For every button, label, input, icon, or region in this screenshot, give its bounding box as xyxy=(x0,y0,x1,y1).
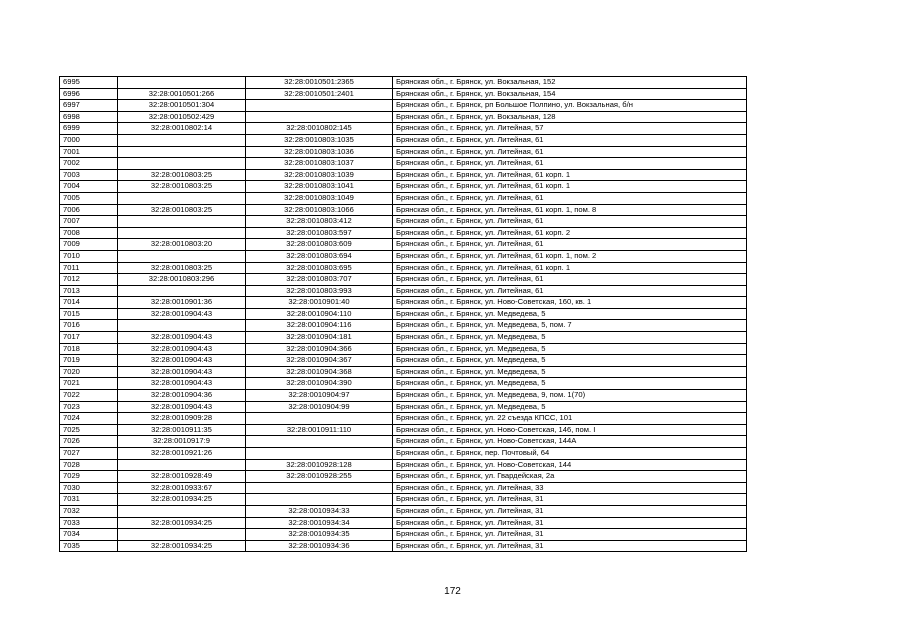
address-cell: Брянская обл., г. Брянск, ул. Литейная, 61 xyxy=(393,216,747,228)
address-cell: Брянская обл., г. Брянск, ул. Литейная, 61 xyxy=(393,274,747,286)
address-cell: Брянская обл., г. Брянск, ул. Литейная, 61 корп. 1, пом. 2 xyxy=(393,250,747,262)
address-cell: Брянская обл., г. Брянск, ул. Литейная, 61 корп. 1, пом. 8 xyxy=(393,204,747,216)
row-number-cell: 7004 xyxy=(60,181,118,193)
row-number-cell: 7034 xyxy=(60,529,118,541)
table-row xyxy=(60,274,747,286)
land-cadastral-number-cell xyxy=(118,459,246,471)
table-row xyxy=(60,471,747,483)
table-row xyxy=(60,262,747,274)
land-cadastral-number-cell xyxy=(118,285,246,297)
address-cell: Брянская обл., г. Брянск, ул. Литейная, 61 xyxy=(393,285,747,297)
address-cell: Брянская обл., г. Брянск, ул. Медведева, 5 xyxy=(393,343,747,355)
object-cadastral-number-cell: 32:28:0010904:110 xyxy=(246,308,393,320)
table-row xyxy=(60,540,747,552)
table-row xyxy=(60,88,747,100)
object-cadastral-number-cell: 32:28:0010904:181 xyxy=(246,332,393,344)
land-cadastral-number-cell xyxy=(118,227,246,239)
table-row xyxy=(60,192,747,204)
land-cadastral-number-cell xyxy=(118,192,246,204)
row-number-cell: 7025 xyxy=(60,424,118,436)
table-row xyxy=(60,366,747,378)
land-cadastral-number-cell: 32:28:0010904:43 xyxy=(118,355,246,367)
address-cell: Брянская обл., г. Брянск, ул. Литейная, 61 xyxy=(393,239,747,251)
address-cell: Брянская обл., г. Брянск, ул. Литейная, 31 xyxy=(393,494,747,506)
address-cell: Брянская обл., г. Брянск, ул. Медведева, 5, пом. 7 xyxy=(393,320,747,332)
land-cadastral-number-cell: 32:28:0010802:14 xyxy=(118,123,246,135)
table-row xyxy=(60,448,747,460)
table-row xyxy=(60,459,747,471)
row-number-cell: 6999 xyxy=(60,123,118,135)
row-number-cell: 6996 xyxy=(60,88,118,100)
land-cadastral-number-cell: 32:28:0010917:9 xyxy=(118,436,246,448)
object-cadastral-number-cell: 32:28:0010928:128 xyxy=(246,459,393,471)
row-number-cell: 7024 xyxy=(60,413,118,425)
address-cell: Брянская обл., г. Брянск, ул. Медведева, 5 xyxy=(393,332,747,344)
land-cadastral-number-cell: 32:28:0010928:49 xyxy=(118,471,246,483)
land-cadastral-number-cell xyxy=(118,250,246,262)
table-row xyxy=(60,111,747,123)
row-number-cell: 7028 xyxy=(60,459,118,471)
table-row xyxy=(60,390,747,402)
land-cadastral-number-cell xyxy=(118,320,246,332)
object-cadastral-number-cell: 32:28:0010803:1066 xyxy=(246,204,393,216)
object-cadastral-number-cell: 32:28:0010803:412 xyxy=(246,216,393,228)
table-row xyxy=(60,250,747,262)
row-number-cell: 7005 xyxy=(60,192,118,204)
row-number-cell: 7022 xyxy=(60,390,118,402)
address-cell: Брянская обл., г. Брянск, ул. Литейная, 31 xyxy=(393,505,747,517)
land-cadastral-number-cell: 32:28:0010803:25 xyxy=(118,204,246,216)
address-cell: Брянская обл., г. Брянск, ул. Литейная, 31 xyxy=(393,540,747,552)
table-row xyxy=(60,100,747,112)
table-row xyxy=(60,181,747,193)
row-number-cell: 7015 xyxy=(60,308,118,320)
table-row xyxy=(60,227,747,239)
object-cadastral-number-cell: 32:28:0010803:993 xyxy=(246,285,393,297)
row-number-cell: 7029 xyxy=(60,471,118,483)
object-cadastral-number-cell: 32:28:0010803:695 xyxy=(246,262,393,274)
land-cadastral-number-cell: 32:28:0010921:26 xyxy=(118,448,246,460)
row-number-cell: 7033 xyxy=(60,517,118,529)
row-number-cell: 7006 xyxy=(60,204,118,216)
object-cadastral-number-cell: 32:28:0010904:366 xyxy=(246,343,393,355)
table-row xyxy=(60,343,747,355)
table-row xyxy=(60,146,747,158)
object-cadastral-number-cell xyxy=(246,482,393,494)
row-number-cell: 7032 xyxy=(60,505,118,517)
row-number-cell: 7027 xyxy=(60,448,118,460)
row-number-cell: 7023 xyxy=(60,401,118,413)
address-cell: Брянская обл., г. Брянск, ул. Литейная, 61 корп. 1 xyxy=(393,181,747,193)
address-cell: Брянская обл., г. Брянск, ул. Гвардейская, 2а xyxy=(393,471,747,483)
table-row xyxy=(60,123,747,135)
table-row xyxy=(60,320,747,332)
row-number-cell: 7020 xyxy=(60,366,118,378)
table-row xyxy=(60,355,747,367)
object-cadastral-number-cell: 32:28:0010904:99 xyxy=(246,401,393,413)
property-registry-table xyxy=(59,76,747,552)
row-number-cell: 7012 xyxy=(60,274,118,286)
address-cell: Брянская обл., г. Брянск, ул. Вокзальная, 154 xyxy=(393,88,747,100)
object-cadastral-number-cell: 32:28:0010803:707 xyxy=(246,274,393,286)
object-cadastral-number-cell: 32:28:0010904:367 xyxy=(246,355,393,367)
object-cadastral-number-cell: 32:28:0010904:368 xyxy=(246,366,393,378)
table-row xyxy=(60,505,747,517)
object-cadastral-number-cell: 32:28:0010803:1039 xyxy=(246,169,393,181)
table-row xyxy=(60,204,747,216)
address-cell: Брянская обл., г. Брянск, ул. Литейная, 33 xyxy=(393,482,747,494)
land-cadastral-number-cell xyxy=(118,146,246,158)
row-number-cell: 7013 xyxy=(60,285,118,297)
row-number-cell: 7000 xyxy=(60,134,118,146)
object-cadastral-number-cell: 32:28:0010501:2365 xyxy=(246,77,393,89)
address-cell: Брянская обл., г. Брянск, ул. Литейная, 61 xyxy=(393,134,747,146)
land-cadastral-number-cell: 32:28:0010803:25 xyxy=(118,181,246,193)
object-cadastral-number-cell: 32:28:0010911:110 xyxy=(246,424,393,436)
object-cadastral-number-cell: 32:28:0010934:34 xyxy=(246,517,393,529)
object-cadastral-number-cell: 32:28:0010901:40 xyxy=(246,297,393,309)
table-row xyxy=(60,436,747,448)
row-number-cell: 6998 xyxy=(60,111,118,123)
table-row xyxy=(60,517,747,529)
row-number-cell: 7019 xyxy=(60,355,118,367)
table-row xyxy=(60,413,747,425)
object-cadastral-number-cell: 32:28:0010928:255 xyxy=(246,471,393,483)
table-row xyxy=(60,529,747,541)
land-cadastral-number-cell: 32:28:0010803:296 xyxy=(118,274,246,286)
object-cadastral-number-cell: 32:28:0010904:116 xyxy=(246,320,393,332)
address-cell: Брянская обл., г. Брянск, пер. Почтовый, 64 xyxy=(393,448,747,460)
land-cadastral-number-cell: 32:28:0010904:43 xyxy=(118,332,246,344)
table-row xyxy=(60,297,747,309)
address-cell: Брянская обл., г. Брянск, ул. Ново-Советская, 144А xyxy=(393,436,747,448)
row-number-cell: 7030 xyxy=(60,482,118,494)
table-row xyxy=(60,216,747,228)
table-row xyxy=(60,285,747,297)
land-cadastral-number-cell xyxy=(118,158,246,170)
row-number-cell: 7011 xyxy=(60,262,118,274)
object-cadastral-number-cell: 32:28:0010934:35 xyxy=(246,529,393,541)
address-cell: Брянская обл., г. Брянск, ул. Литейная, 61 xyxy=(393,146,747,158)
land-cadastral-number-cell xyxy=(118,505,246,517)
row-number-cell: 7026 xyxy=(60,436,118,448)
land-cadastral-number-cell xyxy=(118,77,246,89)
land-cadastral-number-cell: 32:28:0010911:35 xyxy=(118,424,246,436)
table-body xyxy=(60,77,747,552)
row-number-cell: 7017 xyxy=(60,332,118,344)
land-cadastral-number-cell: 32:28:0010904:43 xyxy=(118,343,246,355)
land-cadastral-number-cell: 32:28:0010909:28 xyxy=(118,413,246,425)
address-cell: Брянская обл., г. Брянск, ул. Литейная, 61 корп. 1 xyxy=(393,262,747,274)
table-row xyxy=(60,169,747,181)
row-number-cell: 7002 xyxy=(60,158,118,170)
address-cell: Брянская обл., г. Брянск, ул. Вокзальная, 152 xyxy=(393,77,747,89)
land-cadastral-number-cell: 32:28:0010803:25 xyxy=(118,262,246,274)
land-cadastral-number-cell: 32:28:0010934:25 xyxy=(118,540,246,552)
table-row xyxy=(60,158,747,170)
land-cadastral-number-cell: 32:28:0010803:20 xyxy=(118,239,246,251)
row-number-cell: 7016 xyxy=(60,320,118,332)
object-cadastral-number-cell: 32:28:0010803:694 xyxy=(246,250,393,262)
table-row xyxy=(60,482,747,494)
table-row xyxy=(60,77,747,89)
object-cadastral-number-cell xyxy=(246,494,393,506)
land-cadastral-number-cell: 32:28:0010904:43 xyxy=(118,401,246,413)
object-cadastral-number-cell: 32:28:0010934:33 xyxy=(246,505,393,517)
object-cadastral-number-cell: 32:28:0010803:1037 xyxy=(246,158,393,170)
object-cadastral-number-cell xyxy=(246,111,393,123)
object-cadastral-number-cell: 32:28:0010803:1041 xyxy=(246,181,393,193)
object-cadastral-number-cell xyxy=(246,436,393,448)
row-number-cell: 7021 xyxy=(60,378,118,390)
object-cadastral-number-cell xyxy=(246,413,393,425)
object-cadastral-number-cell: 32:28:0010934:36 xyxy=(246,540,393,552)
object-cadastral-number-cell: 32:28:0010802:145 xyxy=(246,123,393,135)
address-cell: Брянская обл., г. Брянск, ул. Медведева, 5 xyxy=(393,355,747,367)
address-cell: Брянская обл., г. Брянск, ул. Литейная, 61 xyxy=(393,192,747,204)
row-number-cell: 7010 xyxy=(60,250,118,262)
land-cadastral-number-cell: 32:28:0010501:304 xyxy=(118,100,246,112)
address-cell: Брянская обл., г. Брянск, ул. Медведева, 5 xyxy=(393,401,747,413)
address-cell: Брянская обл., г. Брянск, ул. Медведева, 9, пом. 1(70) xyxy=(393,390,747,402)
row-number-cell: 7031 xyxy=(60,494,118,506)
land-cadastral-number-cell: 32:28:0010904:43 xyxy=(118,366,246,378)
address-cell: Брянская обл., г. Брянск, ул. Медведева, 5 xyxy=(393,308,747,320)
object-cadastral-number-cell: 32:28:0010803:1035 xyxy=(246,134,393,146)
row-number-cell: 7009 xyxy=(60,239,118,251)
table-row xyxy=(60,494,747,506)
address-cell: Брянская обл., г. Брянск, ул. Литейная, 61 корп. 2 xyxy=(393,227,747,239)
table-row xyxy=(60,424,747,436)
address-cell: Брянская обл., г. Брянск, ул. Медведева, 5 xyxy=(393,366,747,378)
table-row xyxy=(60,308,747,320)
land-cadastral-number-cell: 32:28:0010901:36 xyxy=(118,297,246,309)
land-cadastral-number-cell xyxy=(118,529,246,541)
object-cadastral-number-cell: 32:28:0010803:609 xyxy=(246,239,393,251)
row-number-cell: 6995 xyxy=(60,77,118,89)
row-number-cell: 7001 xyxy=(60,146,118,158)
row-number-cell: 7014 xyxy=(60,297,118,309)
address-cell: Брянская обл., г. Брянск, ул. Вокзальная, 128 xyxy=(393,111,747,123)
land-cadastral-number-cell: 32:28:0010803:25 xyxy=(118,169,246,181)
row-number-cell: 6997 xyxy=(60,100,118,112)
address-cell: Брянская обл., г. Брянск, ул. Литейная, 61 корп. 1 xyxy=(393,169,747,181)
address-cell: Брянская обл., г. Брянск, рп Большое Полпино, ул. Вокзальная, б/н xyxy=(393,100,747,112)
address-cell: Брянская обл., г. Брянск, ул. Литейная, 57 xyxy=(393,123,747,135)
object-cadastral-number-cell: 32:28:0010803:1036 xyxy=(246,146,393,158)
table-row xyxy=(60,134,747,146)
land-cadastral-number-cell: 32:28:0010501:266 xyxy=(118,88,246,100)
address-cell: Брянская обл., г. Брянск, ул. Ново-Советская, 160, кв. 1 xyxy=(393,297,747,309)
address-cell: Брянская обл., г. Брянск, ул. Ново-Советская, 146, пом. I xyxy=(393,424,747,436)
object-cadastral-number-cell: 32:28:0010904:390 xyxy=(246,378,393,390)
address-cell: Брянская обл., г. Брянск, ул. 22 съезда КПСС, 101 xyxy=(393,413,747,425)
page-number: 172 xyxy=(444,586,461,597)
land-cadastral-number-cell: 32:28:0010933:67 xyxy=(118,482,246,494)
object-cadastral-number-cell: 32:28:0010803:597 xyxy=(246,227,393,239)
object-cadastral-number-cell xyxy=(246,100,393,112)
land-cadastral-number-cell xyxy=(118,216,246,228)
address-cell: Брянская обл., г. Брянск, ул. Ново-Советская, 144 xyxy=(393,459,747,471)
object-cadastral-number-cell: 32:28:0010904:97 xyxy=(246,390,393,402)
row-number-cell: 7007 xyxy=(60,216,118,228)
land-cadastral-number-cell: 32:28:0010904:43 xyxy=(118,308,246,320)
row-number-cell: 7008 xyxy=(60,227,118,239)
object-cadastral-number-cell xyxy=(246,448,393,460)
table-row xyxy=(60,401,747,413)
table-row xyxy=(60,239,747,251)
table-row xyxy=(60,332,747,344)
land-cadastral-number-cell: 32:28:0010502:429 xyxy=(118,111,246,123)
address-cell: Брянская обл., г. Брянск, ул. Литейная, 61 xyxy=(393,158,747,170)
address-cell: Брянская обл., г. Брянск, ул. Литейная, 31 xyxy=(393,517,747,529)
land-cadastral-number-cell xyxy=(118,134,246,146)
address-cell: Брянская обл., г. Брянск, ул. Медведева, 5 xyxy=(393,378,747,390)
land-cadastral-number-cell: 32:28:0010904:43 xyxy=(118,378,246,390)
land-cadastral-number-cell: 32:28:0010934:25 xyxy=(118,517,246,529)
table-row xyxy=(60,378,747,390)
row-number-cell: 7018 xyxy=(60,343,118,355)
land-cadastral-number-cell: 32:28:0010934:25 xyxy=(118,494,246,506)
land-cadastral-number-cell: 32:28:0010904:36 xyxy=(118,390,246,402)
row-number-cell: 7035 xyxy=(60,540,118,552)
object-cadastral-number-cell: 32:28:0010501:2401 xyxy=(246,88,393,100)
object-cadastral-number-cell: 32:28:0010803:1049 xyxy=(246,192,393,204)
address-cell: Брянская обл., г. Брянск, ул. Литейная, 31 xyxy=(393,529,747,541)
row-number-cell: 7003 xyxy=(60,169,118,181)
